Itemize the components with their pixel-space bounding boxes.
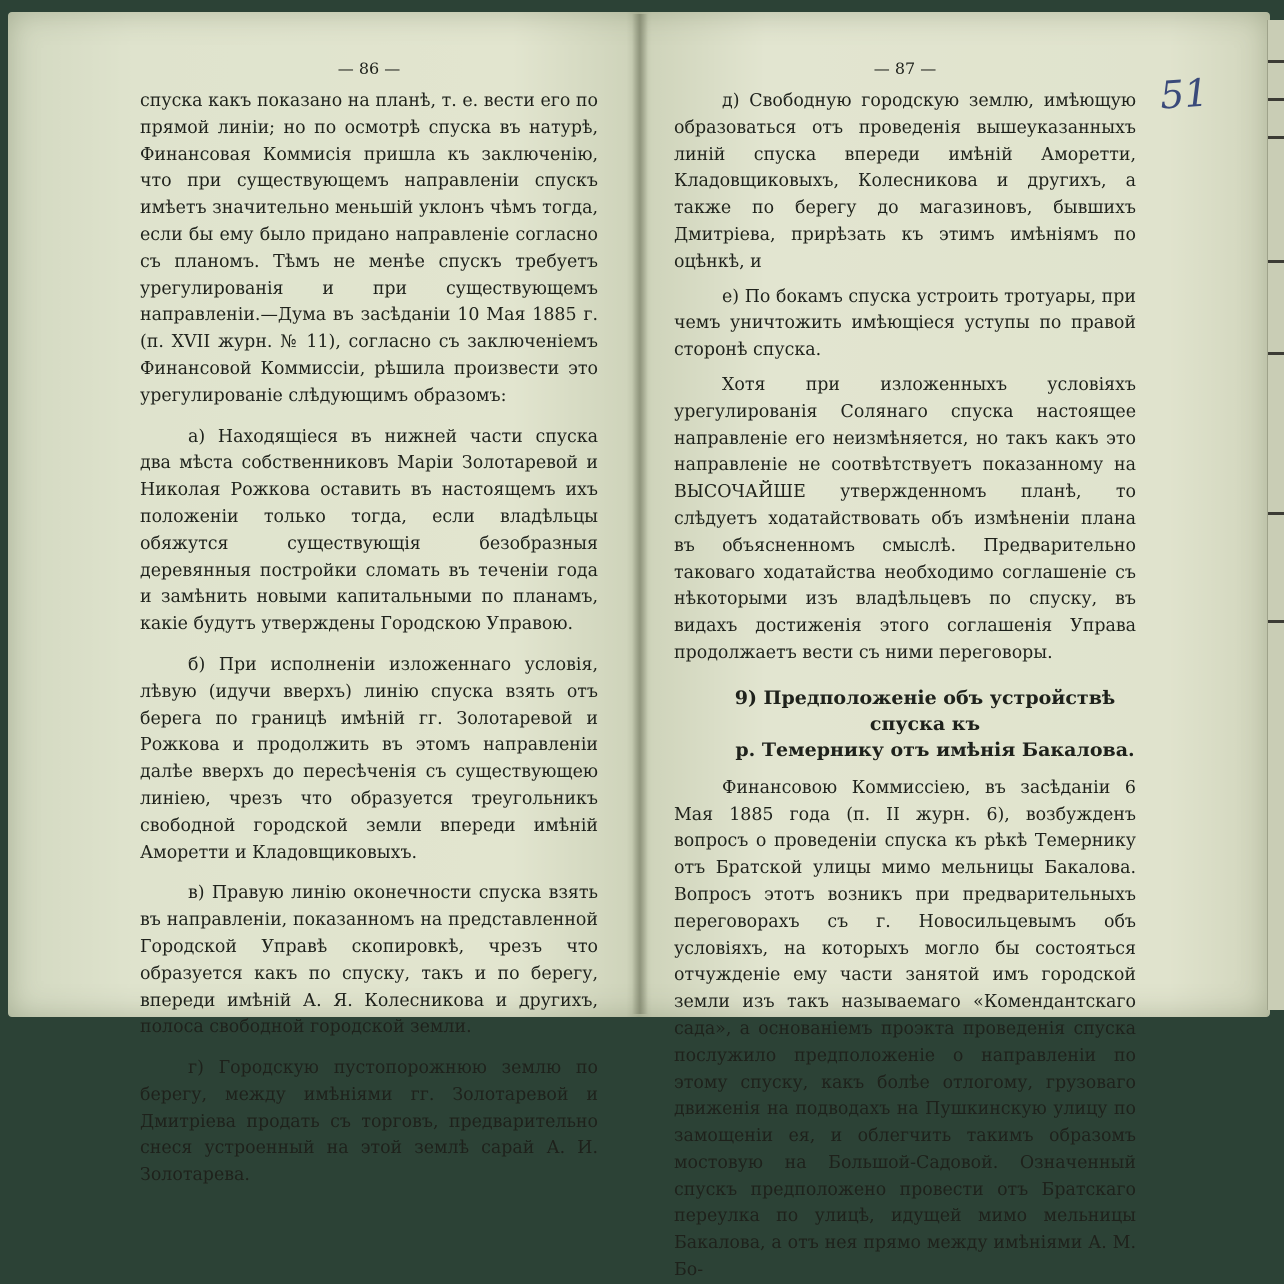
paragraph: в) Правую линію оконечности спуска взять въ направленіи, показанномъ на представленной Городской Управѣ скопировкѣ, чрезъ что образуется какъ по спуску, такъ и по берегу, впереди имѣній А. Я. Колесникова и другихъ, полоса свободной городской земли. <box>140 883 598 1038</box>
paragraph: спуска какъ показано на планѣ, т. е. вести его по прямой линіи; но по осмотрѣ спуска въ натурѣ, Финансовая Коммисія пришла къ заключенію, что при существующемъ направленіи спускъ имѣетъ значительно меньшій уклонъ чѣмъ тогда, если бы ему было придано направленіе согласно съ планомъ. Тѣмъ не менѣе спускъ требуетъ урегулированія и при существующемъ направленіи.—Дума въ засѣданіи 10 Мая 1885 г. (п. XVII журн. № 11), согласно съ заключеніемъ Финансовой Коммиссіи, рѣшила произвести это урегулированіе слѣдующимъ образомъ: <box>140 91 598 406</box>
right-page <box>674 56 1136 1284</box>
page-edge-strip <box>1267 20 1284 1010</box>
left-page <box>140 56 598 1189</box>
paragraph: а) Находящіеся въ нижней части спуска два мѣста собственниковъ Маріи Золотаревой и Николая Рожкова оставить въ настоящемъ ихъ положеніи только тогда, если владѣльцы обяжутся существующія безобразныя деревянныя постройки сломать въ теченіи года и замѣнить новыми капитальными по планамъ, какіе будутъ утверждены Городскою Управою. <box>140 426 598 635</box>
paragraph: Хотя при изложенныхъ условіяхъ урегулированія Солянаго спуска настоящее направленіе его неизмѣняется, но такъ какъ это направленіе не соотвѣтствуетъ показанному на ВЫСОЧАЙШЕ утвержденномъ планѣ, то слѣдуетъ ходатайствовать объ измѣненіи плана въ объясненномъ смыслѣ. Предварительно таковаго ходатайства необходимо соглашеніе съ нѣкоторыми изъ владѣльцевъ по спуску, въ видахъ достиженія этого соглашенія Управа продолжаетъ вести съ ними переговоры. <box>674 374 1136 663</box>
book-gutter <box>632 14 648 1014</box>
paragraph: Финансовою Коммиссіею, въ засѣданіи 6 Мая 1885 года (п. II журн. 6), возбужденъ вопросъ о проведеніи спуска къ рѣкѣ Темернику отъ Братской улицы мимо мельницы Бакалова. Вопросъ этотъ возникъ при предварительныхъ переговорахъ съ г. Новосильцевымъ объ условіяхъ, на которыхъ могло бы состояться отчужденіе ему части занятой имъ городской земли изъ такъ называемаго «Комендантскаго сада», а основаніемъ проэкта проведенія спуска послужило предположеніе о направленіи по этому спуску, какъ болѣе отлогому, грузоваго движенія на подводахъ на Пушкинскую улицу по замощеніи ея, и облегчить такимъ образомъ мостовую на Большой-Садовой. Означенный спускъ предположено провести отъ Братскаго переулка по улицѣ, идущей мимо мельницы Бакалова, а отъ нея прямо между имѣніями А. М. Бо- <box>674 777 1136 1281</box>
section-heading-continued: р. Темернику отъ имѣнія Бакалова. <box>735 738 1135 761</box>
handwritten-page-number: 51 <box>1158 70 1210 118</box>
paragraph: д) Свободную городскую землю, имѣющую образоваться отъ проведенія вышеуказанныхъ линій спуска впереди имѣній Аморетти, Кладовщиковыхъ, Колесникова и другихъ, а также по берегу до магазиновъ, бывшихъ Дмитріева, прирѣзать къ этимъ имѣніямъ по оцѣнкѣ, и <box>674 91 1136 272</box>
page-number-left: — 86 — <box>337 59 401 78</box>
page-number-right: — 87 — <box>873 59 937 78</box>
paragraph: е) По бокамъ спуска устроить тротуары, при чемъ уничтожить имѣющіеся уступы по правой сторонѣ спуска. <box>674 286 1136 361</box>
paragraph: г) Городскую пустопорожнюю землю по берегу, между имѣніями гг. Золотаревой и Дмитріева продать съ торговъ, предварительно снеся устроенный на этой землѣ сарай А. И. Золотарева. <box>140 1058 598 1186</box>
paragraph: б) При исполненіи изложеннаго условія, лѣвую (идучи вверхъ) линію спуска взять отъ берега по границѣ имѣній гг. Золотаревой и Рожкова и продолжить въ этомъ направленіи далѣе вверхъ до пересѣченія съ существующею линіею, чрезъ что образуется треугольникъ свободной городской земли впереди имѣній Аморетти и Кладовщиковыхъ. <box>140 654 598 863</box>
section-heading: 9) Предположеніе объ устройствѣ спуска къ <box>734 686 1116 735</box>
